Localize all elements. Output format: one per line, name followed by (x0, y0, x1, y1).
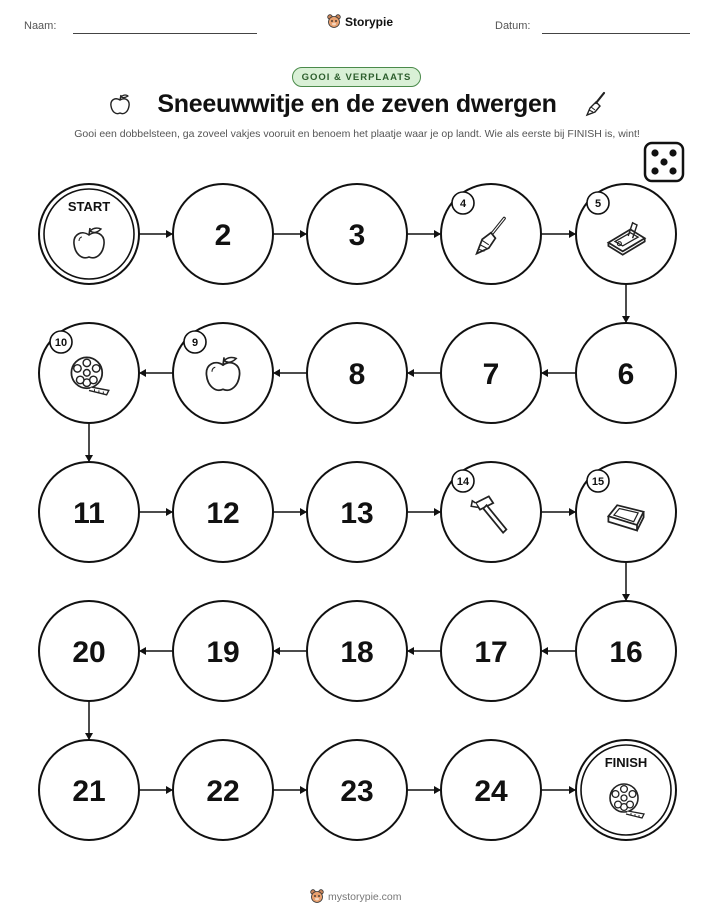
start-space[interactable] (39, 184, 139, 284)
board-space[interactable] (39, 601, 139, 701)
space-number: 18 (340, 636, 374, 669)
board-space[interactable] (307, 184, 407, 284)
board-space[interactable] (441, 184, 541, 284)
board-space[interactable] (173, 601, 273, 701)
board-space[interactable] (576, 601, 676, 701)
board-space[interactable] (576, 323, 676, 423)
board-space[interactable] (173, 462, 273, 562)
board-space[interactable] (307, 740, 407, 840)
space-number: 17 (474, 636, 508, 669)
space-number: 5 (594, 198, 602, 210)
space-number: 7 (482, 358, 500, 391)
space-label: START (67, 199, 111, 214)
space-number: 16 (609, 636, 643, 669)
board-space[interactable] (576, 184, 676, 284)
board-space[interactable] (307, 462, 407, 562)
board-space[interactable] (441, 740, 541, 840)
space-number: 2 (214, 219, 232, 252)
board-space[interactable] (39, 323, 139, 423)
name-label: Naam: (24, 20, 57, 32)
space-number: 21 (72, 775, 106, 808)
page-title: Sneeuwwitje en de zeven dwergen (157, 90, 557, 118)
space-number: 22 (206, 775, 240, 808)
space-number: 20 (72, 636, 106, 669)
board-space[interactable] (173, 740, 273, 840)
finish-space[interactable] (576, 740, 676, 840)
space-number: 15 (591, 476, 605, 488)
space-number: 3 (348, 219, 366, 252)
space-number: 14 (456, 476, 470, 488)
space-number: 8 (348, 358, 366, 391)
space-number: 12 (206, 497, 240, 530)
board-space[interactable] (441, 601, 541, 701)
brand-name: Storypie (345, 15, 394, 29)
activity-badge: GOOI & VERPLAATS (292, 67, 421, 87)
date-label: Datum: (495, 20, 531, 32)
board-space[interactable] (441, 462, 541, 562)
space-number: 6 (617, 358, 635, 391)
space-number: 9 (191, 337, 199, 349)
bear-icon (310, 889, 324, 905)
space-number: 4 (459, 198, 467, 210)
board-space[interactable] (39, 740, 139, 840)
space-number: 13 (340, 497, 374, 530)
space-number: 19 (206, 636, 240, 669)
space-number: 23 (340, 775, 374, 808)
board-space[interactable] (307, 323, 407, 423)
footer-url[interactable]: mystorypie.com (328, 891, 402, 903)
instructions: Gooi een dobbelsteen, ga zoveel vakjes vooruit en benoem het plaatje waar je op landt. Wie als eerste bij FINISH is, wint! (74, 128, 640, 140)
board-space[interactable] (576, 462, 676, 562)
board-space[interactable] (441, 323, 541, 423)
board-space[interactable] (173, 323, 273, 423)
board-space[interactable] (39, 462, 139, 562)
space-label: FINISH (604, 755, 648, 770)
board-space[interactable] (173, 184, 273, 284)
board-space[interactable] (307, 601, 407, 701)
space-number: 24 (474, 775, 508, 808)
footer (310, 889, 402, 905)
space-number: 11 (73, 497, 105, 530)
space-number: 10 (54, 337, 68, 349)
